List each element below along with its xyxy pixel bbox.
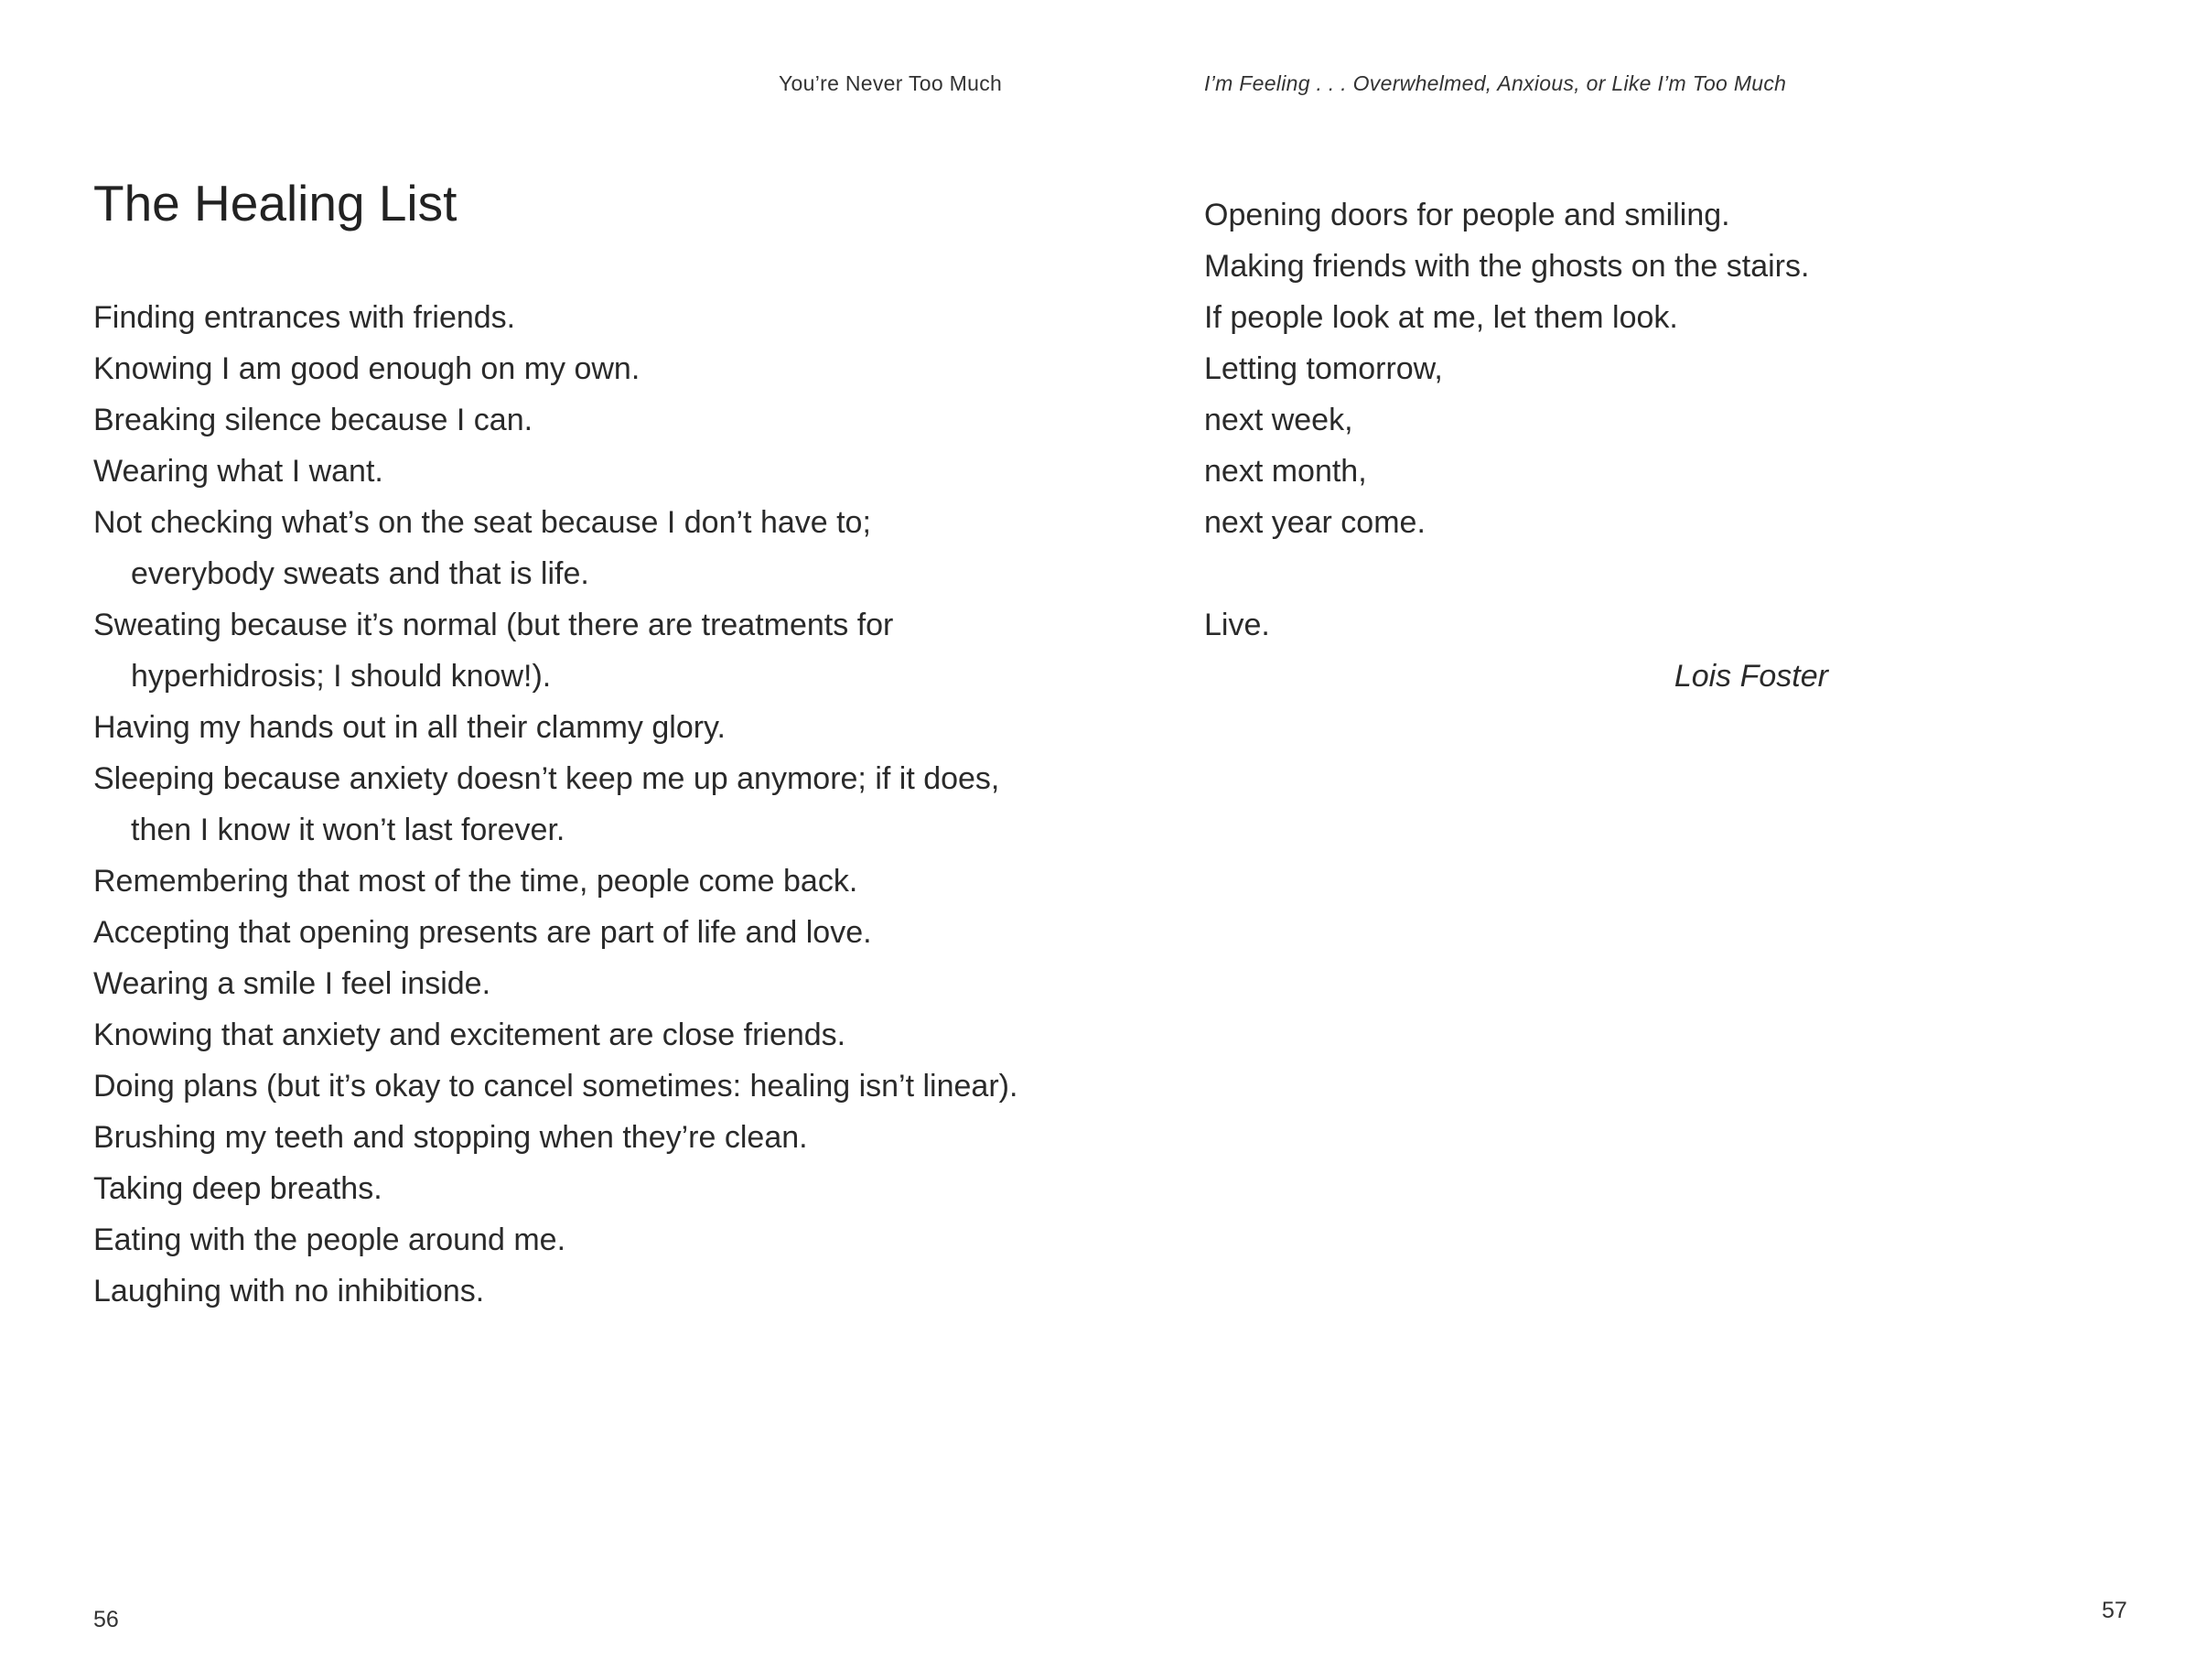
poem-line: hyperhidrosis; I should know!). (131, 659, 552, 694)
poem-line: Sleeping because anxiety doesn’t keep me up anymore; if it does, (93, 761, 1000, 796)
poem-line: Making friends with the ghosts on the stairs. (1204, 249, 1810, 284)
poem-line: Eating with the people around me. (93, 1222, 566, 1257)
poem-line: next year come. (1204, 505, 1426, 540)
poem-line: then I know it won’t last forever. (131, 813, 565, 847)
page-number-right: 57 (2102, 1598, 2127, 1623)
poem-line: Accepting that opening presents are part of life and love. (93, 915, 872, 950)
poem-line: next week, (1204, 403, 1353, 437)
page-number-left: 56 (93, 1607, 119, 1632)
poem-line: Wearing a smile I feel inside. (93, 966, 491, 1001)
poem-line: If people look at me, let them look. (1204, 300, 1678, 335)
right-lines (1204, 189, 1845, 548)
poem-line: Laughing with no inhibitions. (93, 1274, 485, 1308)
poem-title: The Healing List (93, 175, 458, 232)
poem-line: Doing plans (but it’s okay to cancel sometimes: healing isn’t linear). (93, 1069, 1018, 1104)
poem-line: Finding entrances with friends. (93, 300, 516, 335)
poem-line: Wearing what I want. (93, 454, 383, 489)
poem-line: next month, (1204, 454, 1367, 489)
poem-line: Breaking silence because I can. (93, 403, 533, 437)
closing-line: Live. (1204, 608, 1270, 642)
poem-line: Brushing my teeth and stopping when they’re clean. (93, 1120, 808, 1155)
poem-line: Sweating because it’s normal (but there are treatments for (93, 608, 894, 642)
author-name: Lois Foster (1674, 659, 1828, 694)
poem-line: Having my hands out in all their clammy glory. (93, 710, 726, 745)
poem-line: Knowing I am good enough on my own. (93, 351, 640, 386)
poem-line: everybody sweats and that is life. (131, 556, 589, 591)
left-column (93, 292, 1017, 1317)
stanza-gap (1204, 548, 1845, 599)
poem-line: Opening doors for people and smiling. (1204, 198, 1730, 232)
running-head-left: You’re Never Too Much (779, 71, 1003, 95)
poem-line: Letting tomorrow, (1204, 351, 1443, 386)
right-column (1204, 189, 1845, 702)
running-head-right: I’m Feeling . . . Overwhelmed, Anxious, or Like I’m Too Much (1204, 71, 1787, 95)
poem-line: Remembering that most of the time, people come back. (93, 864, 858, 899)
poem-line: Knowing that anxiety and excitement are close friends. (93, 1018, 846, 1052)
poem-line: Not checking what’s on the seat because I don’t have to; (93, 505, 871, 540)
poem-line: Taking deep breaths. (93, 1171, 382, 1206)
